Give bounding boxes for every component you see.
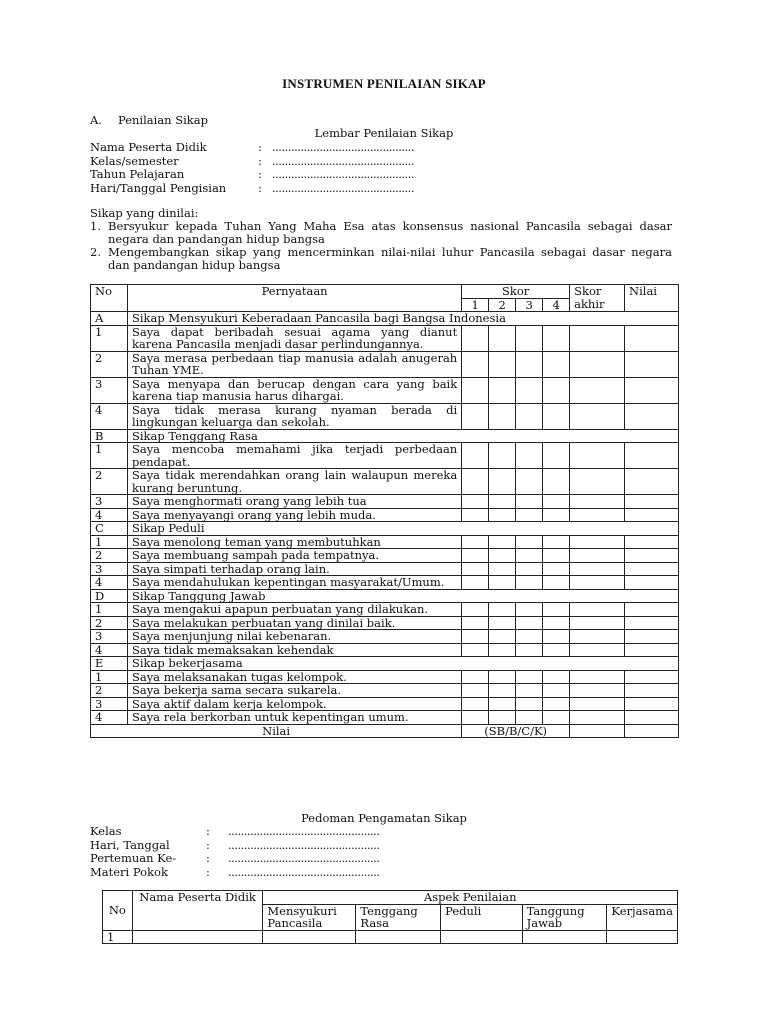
group-title: Sikap Peduli — [127, 522, 678, 536]
score-cell-2 — [489, 549, 516, 563]
row-number: 4 — [91, 403, 128, 429]
section-a-number: A. — [90, 113, 102, 127]
header-score-3: 3 — [516, 298, 543, 312]
row-statement: Saya aktif dalam kerja kelompok. — [127, 697, 461, 711]
table-header-row — [91, 285, 679, 299]
identity-row — [90, 168, 414, 182]
header-statement: Pernyataan — [127, 285, 461, 312]
aspect-header: Tanggung Jawab — [522, 904, 607, 930]
score-cell-2 — [489, 630, 516, 644]
assessed-item-number: 2. — [90, 245, 101, 259]
group-title: Sikap bekerjasama — [127, 657, 678, 671]
row-statement: Saya mendahulukan kepentingan masyarakat/Umum. — [127, 576, 461, 590]
guide-identity-blank: ................................................ — [228, 851, 380, 865]
row-number: 2 — [91, 616, 128, 630]
value-cell — [625, 325, 679, 351]
final-score-cell — [570, 377, 625, 403]
header-value: Nilai — [625, 285, 679, 312]
score-cell-1 — [462, 616, 489, 630]
header-score-1: 1 — [462, 298, 489, 312]
score-cell-1 — [462, 630, 489, 644]
row-number: 4 — [91, 508, 128, 522]
guide-cell — [263, 930, 356, 944]
header-final-score: Skor akhir — [570, 285, 625, 312]
table-row — [91, 325, 679, 351]
score-cell-1 — [462, 603, 489, 617]
table-row — [91, 443, 679, 469]
score-cell-2 — [489, 403, 516, 429]
guide-cell — [607, 930, 678, 944]
score-cell-3 — [516, 403, 543, 429]
assessed-list — [90, 220, 672, 272]
identity-fields — [90, 141, 414, 195]
value-cell — [625, 495, 679, 509]
score-cell-3 — [516, 549, 543, 563]
score-cell-3 — [516, 562, 543, 576]
table-row — [91, 562, 679, 576]
score-cell-3 — [516, 670, 543, 684]
final-score-cell — [570, 616, 625, 630]
score-cell-4 — [543, 351, 570, 377]
guide-cell — [356, 930, 441, 944]
final-score-cell — [570, 630, 625, 644]
table-row — [91, 697, 679, 711]
table-row — [91, 670, 679, 684]
aspect-header: Peduli — [441, 904, 523, 930]
group-row — [91, 429, 679, 443]
group-row — [91, 589, 679, 603]
row-number: 1 — [91, 443, 128, 469]
identity-blank: ............................................. — [272, 167, 414, 181]
row-statement: Saya mencoba memahami jika terjadi perbedaan pendapat. — [127, 443, 461, 469]
score-cell-3 — [516, 697, 543, 711]
score-cell-4 — [543, 630, 570, 644]
table-row — [91, 508, 679, 522]
final-score-cell — [570, 443, 625, 469]
final-score-cell — [570, 576, 625, 590]
row-number: 2 — [91, 684, 128, 698]
guide-cell — [522, 930, 607, 944]
value-cell — [625, 508, 679, 522]
score-cell-1 — [462, 403, 489, 429]
final-score-cell — [570, 508, 625, 522]
score-cell-2 — [489, 684, 516, 698]
score-cell-2 — [489, 562, 516, 576]
table-row — [91, 711, 679, 725]
guide-title: Pedoman Pengamatan Sikap — [301, 811, 467, 825]
group-code: E — [91, 657, 128, 671]
score-cell-3 — [516, 576, 543, 590]
score-cell-4 — [543, 616, 570, 630]
score-cell-3 — [516, 495, 543, 509]
final-score-cell — [570, 684, 625, 698]
row-statement: Saya dapat beribadah sesuai agama yang dianut karena Pancasila menjadi dasar perlindungannya. — [127, 325, 461, 351]
row-statement: Saya merasa perbedaan tiap manusia adalah anugerah Tuhan YME. — [127, 351, 461, 377]
row-number: 3 — [91, 495, 128, 509]
value-cell — [625, 576, 679, 590]
footer-final-cell — [570, 724, 625, 738]
group-code: C — [91, 522, 128, 536]
table-row — [91, 469, 679, 495]
guide-identity-row — [90, 839, 379, 853]
score-cell-4 — [543, 670, 570, 684]
row-number: 3 — [91, 630, 128, 644]
value-cell — [625, 403, 679, 429]
score-cell-3 — [516, 508, 543, 522]
score-cell-4 — [543, 443, 570, 469]
score-cell-2 — [489, 469, 516, 495]
aspect-header: Tenggang Rasa — [356, 904, 441, 930]
value-cell — [625, 643, 679, 657]
identity-label: Kelas/semester — [90, 153, 179, 168]
score-cell-2 — [489, 377, 516, 403]
score-cell-2 — [489, 616, 516, 630]
score-cell-4 — [543, 549, 570, 563]
section-a-heading — [90, 114, 208, 127]
assessed-item — [90, 220, 672, 246]
score-cell-4 — [543, 508, 570, 522]
footer-label: Nilai — [91, 724, 462, 738]
score-cell-3 — [516, 535, 543, 549]
table-row — [91, 351, 679, 377]
document-title: INSTRUMEN PENILAIAN SIKAP — [282, 76, 486, 91]
guide-identity-label: Kelas — [90, 824, 122, 838]
group-code: B — [91, 429, 128, 443]
row-number: 2 — [91, 469, 128, 495]
guide-identity-blank: ................................................ — [228, 824, 380, 838]
final-score-cell — [570, 603, 625, 617]
footer-value-cell — [625, 724, 679, 738]
guide-identity-label: Hari, Tanggal — [90, 837, 170, 852]
row-statement: Saya tidak memaksakan kehendak — [127, 643, 461, 657]
score-cell-3 — [516, 443, 543, 469]
final-score-cell — [570, 670, 625, 684]
table-row — [91, 643, 679, 657]
guide-identity-fields — [90, 825, 379, 879]
assessed-item-number: 1. — [90, 219, 101, 233]
score-cell-1 — [462, 443, 489, 469]
row-statement: Saya menjunjung nilai kebenaran. — [127, 630, 461, 644]
row-statement: Saya bekerja sama secara sukarela. — [127, 684, 461, 698]
header-score-4: 4 — [543, 298, 570, 312]
score-cell-1 — [462, 495, 489, 509]
guide-identity-row — [90, 852, 379, 866]
score-cell-2 — [489, 670, 516, 684]
score-cell-1 — [462, 469, 489, 495]
final-score-cell — [570, 643, 625, 657]
guide-identity-label: Materi Pokok — [90, 864, 168, 879]
score-cell-1 — [462, 562, 489, 576]
guide-cell — [132, 930, 263, 944]
score-cell-1 — [462, 670, 489, 684]
value-cell — [625, 670, 679, 684]
final-score-cell — [570, 469, 625, 495]
score-cell-1 — [462, 351, 489, 377]
score-cell-1 — [462, 535, 489, 549]
score-cell-2 — [489, 443, 516, 469]
score-cell-1 — [462, 684, 489, 698]
final-score-cell — [570, 549, 625, 563]
identity-label: Hari/Tanggal Pengisian — [90, 180, 227, 195]
group-title: Sikap Mensyukuri Keberadaan Pancasila bagi Bangsa Indonesia — [127, 312, 678, 326]
assessed-item — [90, 246, 672, 272]
identity-row — [90, 141, 414, 155]
identity-colon: : — [258, 180, 262, 195]
table-footer-row — [91, 724, 679, 738]
guide-identity-blank: ................................................ — [228, 864, 380, 879]
table-row — [91, 377, 679, 403]
score-cell-4 — [543, 469, 570, 495]
score-cell-2 — [489, 603, 516, 617]
value-cell — [625, 549, 679, 563]
final-score-cell — [570, 351, 625, 377]
row-statement: Saya menolong teman yang membutuhkan — [127, 535, 461, 549]
table-row — [91, 549, 679, 563]
guide-identity-blank: ................................................ — [228, 837, 380, 852]
table-row — [91, 535, 679, 549]
score-cell-2 — [489, 643, 516, 657]
score-cell-1 — [462, 508, 489, 522]
guide-row-number: 1 — [103, 930, 133, 944]
row-number: 3 — [91, 377, 128, 403]
identity-label: Tahun Pelajaran — [90, 167, 185, 181]
score-cell-2 — [489, 351, 516, 377]
footer-scale: (SB/B/C/K) — [462, 724, 570, 738]
score-cell-3 — [516, 603, 543, 617]
score-cell-4 — [543, 377, 570, 403]
score-cell-3 — [516, 616, 543, 630]
table-row — [91, 616, 679, 630]
sheet-title: Lembar Penilaian Sikap — [314, 126, 454, 140]
row-number: 1 — [91, 670, 128, 684]
section-a-label: Penilaian Sikap — [118, 113, 208, 127]
header-no: No — [91, 285, 128, 312]
row-statement: Saya membuang sampah pada tempatnya. — [127, 549, 461, 563]
score-cell-2 — [489, 535, 516, 549]
guide-row — [103, 930, 678, 944]
row-statement: Saya menyapa dan berucap dengan cara yang baik karena tiap manusia harus dihargai. — [127, 377, 461, 403]
value-cell — [625, 469, 679, 495]
value-cell — [625, 616, 679, 630]
score-cell-4 — [543, 495, 570, 509]
final-score-cell — [570, 325, 625, 351]
identity-blank: ............................................. — [272, 180, 414, 195]
table-row — [91, 495, 679, 509]
score-cell-1 — [462, 377, 489, 403]
row-number: 2 — [91, 351, 128, 377]
row-statement: Saya menyayangi orang yang lebih muda. — [127, 508, 461, 522]
row-number: 4 — [91, 576, 128, 590]
score-cell-3 — [516, 711, 543, 725]
row-number: 3 — [91, 562, 128, 576]
score-cell-4 — [543, 535, 570, 549]
score-cell-1 — [462, 549, 489, 563]
guide-cell — [441, 930, 523, 944]
score-cell-1 — [462, 711, 489, 725]
score-cell-3 — [516, 643, 543, 657]
identity-colon: : — [258, 140, 262, 154]
aspect-header: Mensyukuri Pancasila — [263, 904, 356, 930]
identity-row — [90, 155, 414, 169]
value-cell — [625, 630, 679, 644]
identity-colon: : — [258, 153, 262, 168]
score-cell-1 — [462, 325, 489, 351]
final-score-cell — [570, 495, 625, 509]
guide-identity-colon: : — [206, 837, 210, 852]
score-cell-4 — [543, 643, 570, 657]
score-cell-4 — [543, 697, 570, 711]
row-number: 2 — [91, 549, 128, 563]
value-cell — [625, 535, 679, 549]
score-cell-4 — [543, 562, 570, 576]
score-cell-2 — [489, 325, 516, 351]
value-cell — [625, 711, 679, 725]
value-cell — [625, 603, 679, 617]
identity-blank: ............................................. — [272, 140, 414, 154]
score-cell-4 — [543, 711, 570, 725]
assessed-heading: Sikap yang dinilai: — [90, 206, 199, 220]
row-statement: Saya rela berkorban untuk kepentingan umum. — [127, 711, 461, 725]
score-cell-4 — [543, 403, 570, 429]
group-title: Sikap Tanggung Jawab — [127, 589, 678, 603]
final-score-cell — [570, 403, 625, 429]
guide-header-name: Nama Peserta Didik — [132, 891, 263, 931]
guide-identity-label: Pertemuan Ke- — [90, 851, 177, 865]
row-statement: Saya tidak merasa kurang nyaman berada di lingkungan keluarga dan sekolah. — [127, 403, 461, 429]
value-cell — [625, 562, 679, 576]
score-cell-4 — [543, 576, 570, 590]
aspect-header: Kerjasama — [607, 904, 678, 930]
value-cell — [625, 684, 679, 698]
score-cell-1 — [462, 697, 489, 711]
identity-row — [90, 182, 414, 196]
guide-identity-row — [90, 825, 379, 839]
score-cell-4 — [543, 603, 570, 617]
table-row — [91, 630, 679, 644]
row-statement: Saya simpati terhadap orang lain. — [127, 562, 461, 576]
score-cell-3 — [516, 630, 543, 644]
row-statement: Saya menghormati orang yang lebih tua — [127, 495, 461, 509]
value-cell — [625, 377, 679, 403]
score-cell-3 — [516, 325, 543, 351]
observation-table — [102, 890, 678, 944]
score-cell-3 — [516, 684, 543, 698]
row-number: 1 — [91, 535, 128, 549]
value-cell — [625, 697, 679, 711]
row-number: 4 — [91, 711, 128, 725]
identity-blank: ............................................. — [272, 153, 414, 168]
group-row — [91, 657, 679, 671]
row-statement: Saya mengakui apapun perbuatan yang dilakukan. — [127, 603, 461, 617]
final-score-cell — [570, 697, 625, 711]
score-cell-4 — [543, 325, 570, 351]
guide-identity-row — [90, 866, 379, 880]
guide-header-row — [103, 891, 678, 905]
score-cell-4 — [543, 684, 570, 698]
value-cell — [625, 443, 679, 469]
score-cell-3 — [516, 351, 543, 377]
final-score-cell — [570, 562, 625, 576]
score-cell-2 — [489, 508, 516, 522]
group-row — [91, 312, 679, 326]
score-cell-2 — [489, 576, 516, 590]
score-cell-1 — [462, 576, 489, 590]
guide-header-aspect: Aspek Penilaian — [263, 891, 678, 905]
score-cell-2 — [489, 711, 516, 725]
row-number: 1 — [91, 603, 128, 617]
row-statement: Saya tidak merendahkan orang lain walaupun mereka kurang beruntung. — [127, 469, 461, 495]
group-code: A — [91, 312, 128, 326]
row-number: 3 — [91, 697, 128, 711]
score-cell-3 — [516, 377, 543, 403]
group-title: Sikap Tenggang Rasa — [127, 429, 678, 443]
final-score-cell — [570, 711, 625, 725]
table-row — [91, 403, 679, 429]
row-number: 4 — [91, 643, 128, 657]
header-score-2: 2 — [489, 298, 516, 312]
score-cell-2 — [489, 495, 516, 509]
identity-colon: : — [258, 167, 262, 181]
group-row — [91, 522, 679, 536]
guide-identity-colon: : — [206, 851, 210, 865]
score-cell-3 — [516, 469, 543, 495]
identity-label: Nama Peserta Didik — [90, 140, 207, 154]
guide-header-no: No — [103, 891, 133, 931]
score-cell-2 — [489, 697, 516, 711]
assessment-table — [90, 284, 679, 738]
row-statement: Saya melakukan perbuatan yang dinilai baik. — [127, 616, 461, 630]
guide-identity-colon: : — [206, 864, 210, 879]
row-statement: Saya melaksanakan tugas kelompok. — [127, 670, 461, 684]
group-code: D — [91, 589, 128, 603]
assessed-item-text: Bersyukur kepada Tuhan Yang Maha Esa atas konsensus nasional Pancasila sebagai dasar negara dan pandangan hidup bangsa — [108, 219, 672, 246]
header-score: Skor — [462, 285, 570, 299]
score-cell-1 — [462, 643, 489, 657]
table-row — [91, 684, 679, 698]
final-score-cell — [570, 535, 625, 549]
table-row — [91, 603, 679, 617]
table-row — [91, 576, 679, 590]
assessed-item-text: Mengembangkan sikap yang mencerminkan nilai-nilai luhur Pancasila sebagai dasar negara dan pandangan hidup bangsa — [108, 245, 672, 272]
row-number: 1 — [91, 325, 128, 351]
value-cell — [625, 351, 679, 377]
guide-identity-colon: : — [206, 824, 210, 838]
